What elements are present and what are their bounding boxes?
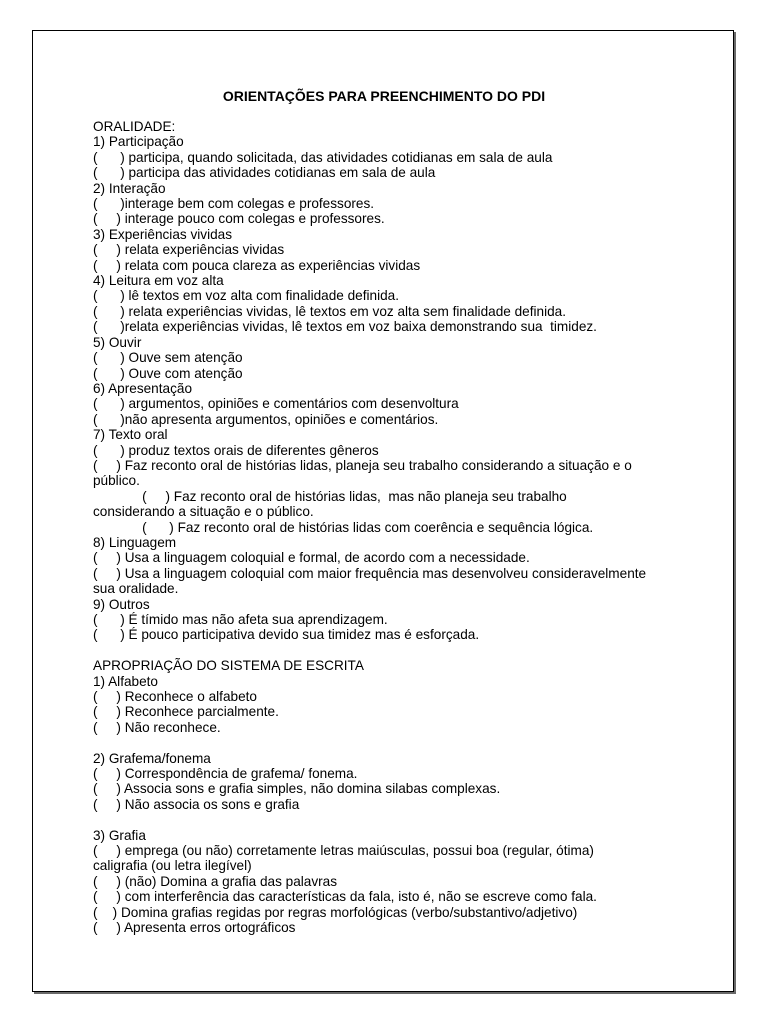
alfabeto-line: 1) Alfabeto: [93, 673, 158, 689]
oralidade-line: ( ) Faz reconto oral de histórias lidas, mas não planeja seu trabalho: [93, 488, 567, 504]
oralidade-line: 7) Texto oral: [93, 427, 168, 443]
grafema-line: 2) Grafema/fonema: [93, 750, 211, 766]
oralidade-line: 4) Leitura em voz alta: [93, 273, 224, 289]
oralidade-line: ( ) relata experiências vividas: [93, 242, 285, 258]
oralidade-line: ( ) produz textos orais de diferentes gêneros: [93, 442, 379, 458]
spacer: [93, 812, 683, 827]
oralidade-line: ( ) relata com pouca clareza as experiências vividas: [93, 257, 421, 273]
oralidade-line: 2) Interação: [93, 180, 166, 196]
grafia-line: ( ) (não) Domina a grafia das palavras: [93, 873, 338, 889]
oralidade-line: sua oralidade.: [93, 581, 179, 597]
oralidade-line: ( ) É pouco participativa devido sua timidez mas é esforçada.: [93, 627, 480, 643]
oralidade-line: considerando a situação e o público.: [93, 504, 314, 520]
alfabeto-list: [93, 674, 683, 736]
oralidade-line: 5) Ouvir: [93, 334, 142, 350]
alfabeto-line: ( ) Reconhece o alfabeto: [93, 689, 257, 705]
spacer: [93, 735, 683, 750]
grafema-line: ( ) Correspondência de grafema/ fonema.: [93, 766, 358, 782]
oralidade-line: ( ) relata experiências vividas, lê textos em voz alta sem finalidade definida.: [93, 303, 566, 319]
grafia-line: ( ) com interferência das características da fala, isto é, não se escreve como fala.: [93, 889, 597, 905]
grafia-line: 3) Grafia: [93, 827, 146, 843]
oralidade-list: [93, 134, 683, 642]
oralidade-line: ( ) Faz reconto oral de histórias lidas, planeja seu trabalho considerando a situação e o: [93, 457, 632, 473]
oralidade-line: ( )relata experiências vividas, lê textos em voz baixa demonstrando sua timidez.: [93, 319, 597, 335]
grafia-line: ( ) Apresenta erros ortográficos: [93, 920, 296, 936]
document-title: ORIENTAÇÕES PARA PREENCHIMENTO DO PDI: [222, 88, 546, 104]
spacer: [93, 643, 683, 658]
section-heading-escrita: APROPRIAÇÃO DO SISTEMA DE ESCRITA: [93, 658, 364, 674]
oralidade-line: ( ) lê textos em voz alta com finalidade definida.: [93, 288, 400, 304]
oralidade-line: ( ) Ouve com atenção: [93, 365, 243, 381]
grafia-list: [93, 828, 683, 936]
alfabeto-line: ( ) Não reconhece.: [93, 719, 221, 735]
oralidade-line: 9) Outros: [93, 596, 150, 612]
grafia-line: caligrafia (ou letra ilegível): [93, 858, 252, 874]
oralidade-line: ( )interage bem com colegas e professores.: [93, 196, 375, 212]
oralidade-line: ( ) É tímido mas não afeta sua aprendizagem.: [93, 612, 388, 627]
oralidade-line: ( ) participa, quando solicitada, das atividades cotidianas em sala de aula: [93, 149, 553, 165]
oralidade-line: ( ) Usa a linguagem coloquial com maior frequência mas desenvolveu consideravelmente: [93, 565, 647, 581]
oralidade-line: público.: [93, 473, 140, 489]
grafema-list: [93, 751, 683, 813]
grafia-line: ( ) emprega (ou não) corretamente letras maiúsculas, possui boa (regular, ótima): [93, 843, 594, 859]
alfabeto-line: ( ) Reconhece parcialmente.: [93, 704, 279, 720]
oralidade-line: ( ) Ouve sem atenção: [93, 350, 243, 366]
oralidade-line: ( ) interage pouco com colegas e professores.: [93, 211, 385, 227]
oralidade-line: 6) Apresentação: [93, 380, 192, 396]
grafema-line: ( ) Associa sons e grafia simples, não domina silabas complexas.: [93, 781, 501, 797]
oralidade-line: ( ) Usa a linguagem coloquial e formal, de acordo com a necessidade.: [93, 550, 530, 566]
oralidade-line: ( ) Faz reconto oral de histórias lidas com coerência e sequência lógica.: [93, 519, 594, 535]
grafia-line: ( ) Domina grafias regidas por regras morfológicas (verbo/substantivo/adjetivo): [93, 904, 578, 920]
oralidade-line: 8) Linguagem: [93, 534, 177, 550]
grafema-line: ( ) Não associa os sons e grafia: [93, 796, 300, 812]
document-body: [93, 119, 683, 935]
oralidade-line: 1) Participação: [93, 134, 184, 150]
section-heading-oralidade: ORALIDADE:: [93, 119, 176, 134]
oralidade-line: ( )não apresenta argumentos, opiniões e comentários.: [93, 411, 439, 427]
oralidade-line: 3) Experiências vividas: [93, 226, 233, 242]
oralidade-line: ( ) argumentos, opiniões e comentários com desenvoltura: [93, 396, 459, 412]
oralidade-line: ( ) participa das atividades cotidianas em sala de aula: [93, 165, 436, 181]
